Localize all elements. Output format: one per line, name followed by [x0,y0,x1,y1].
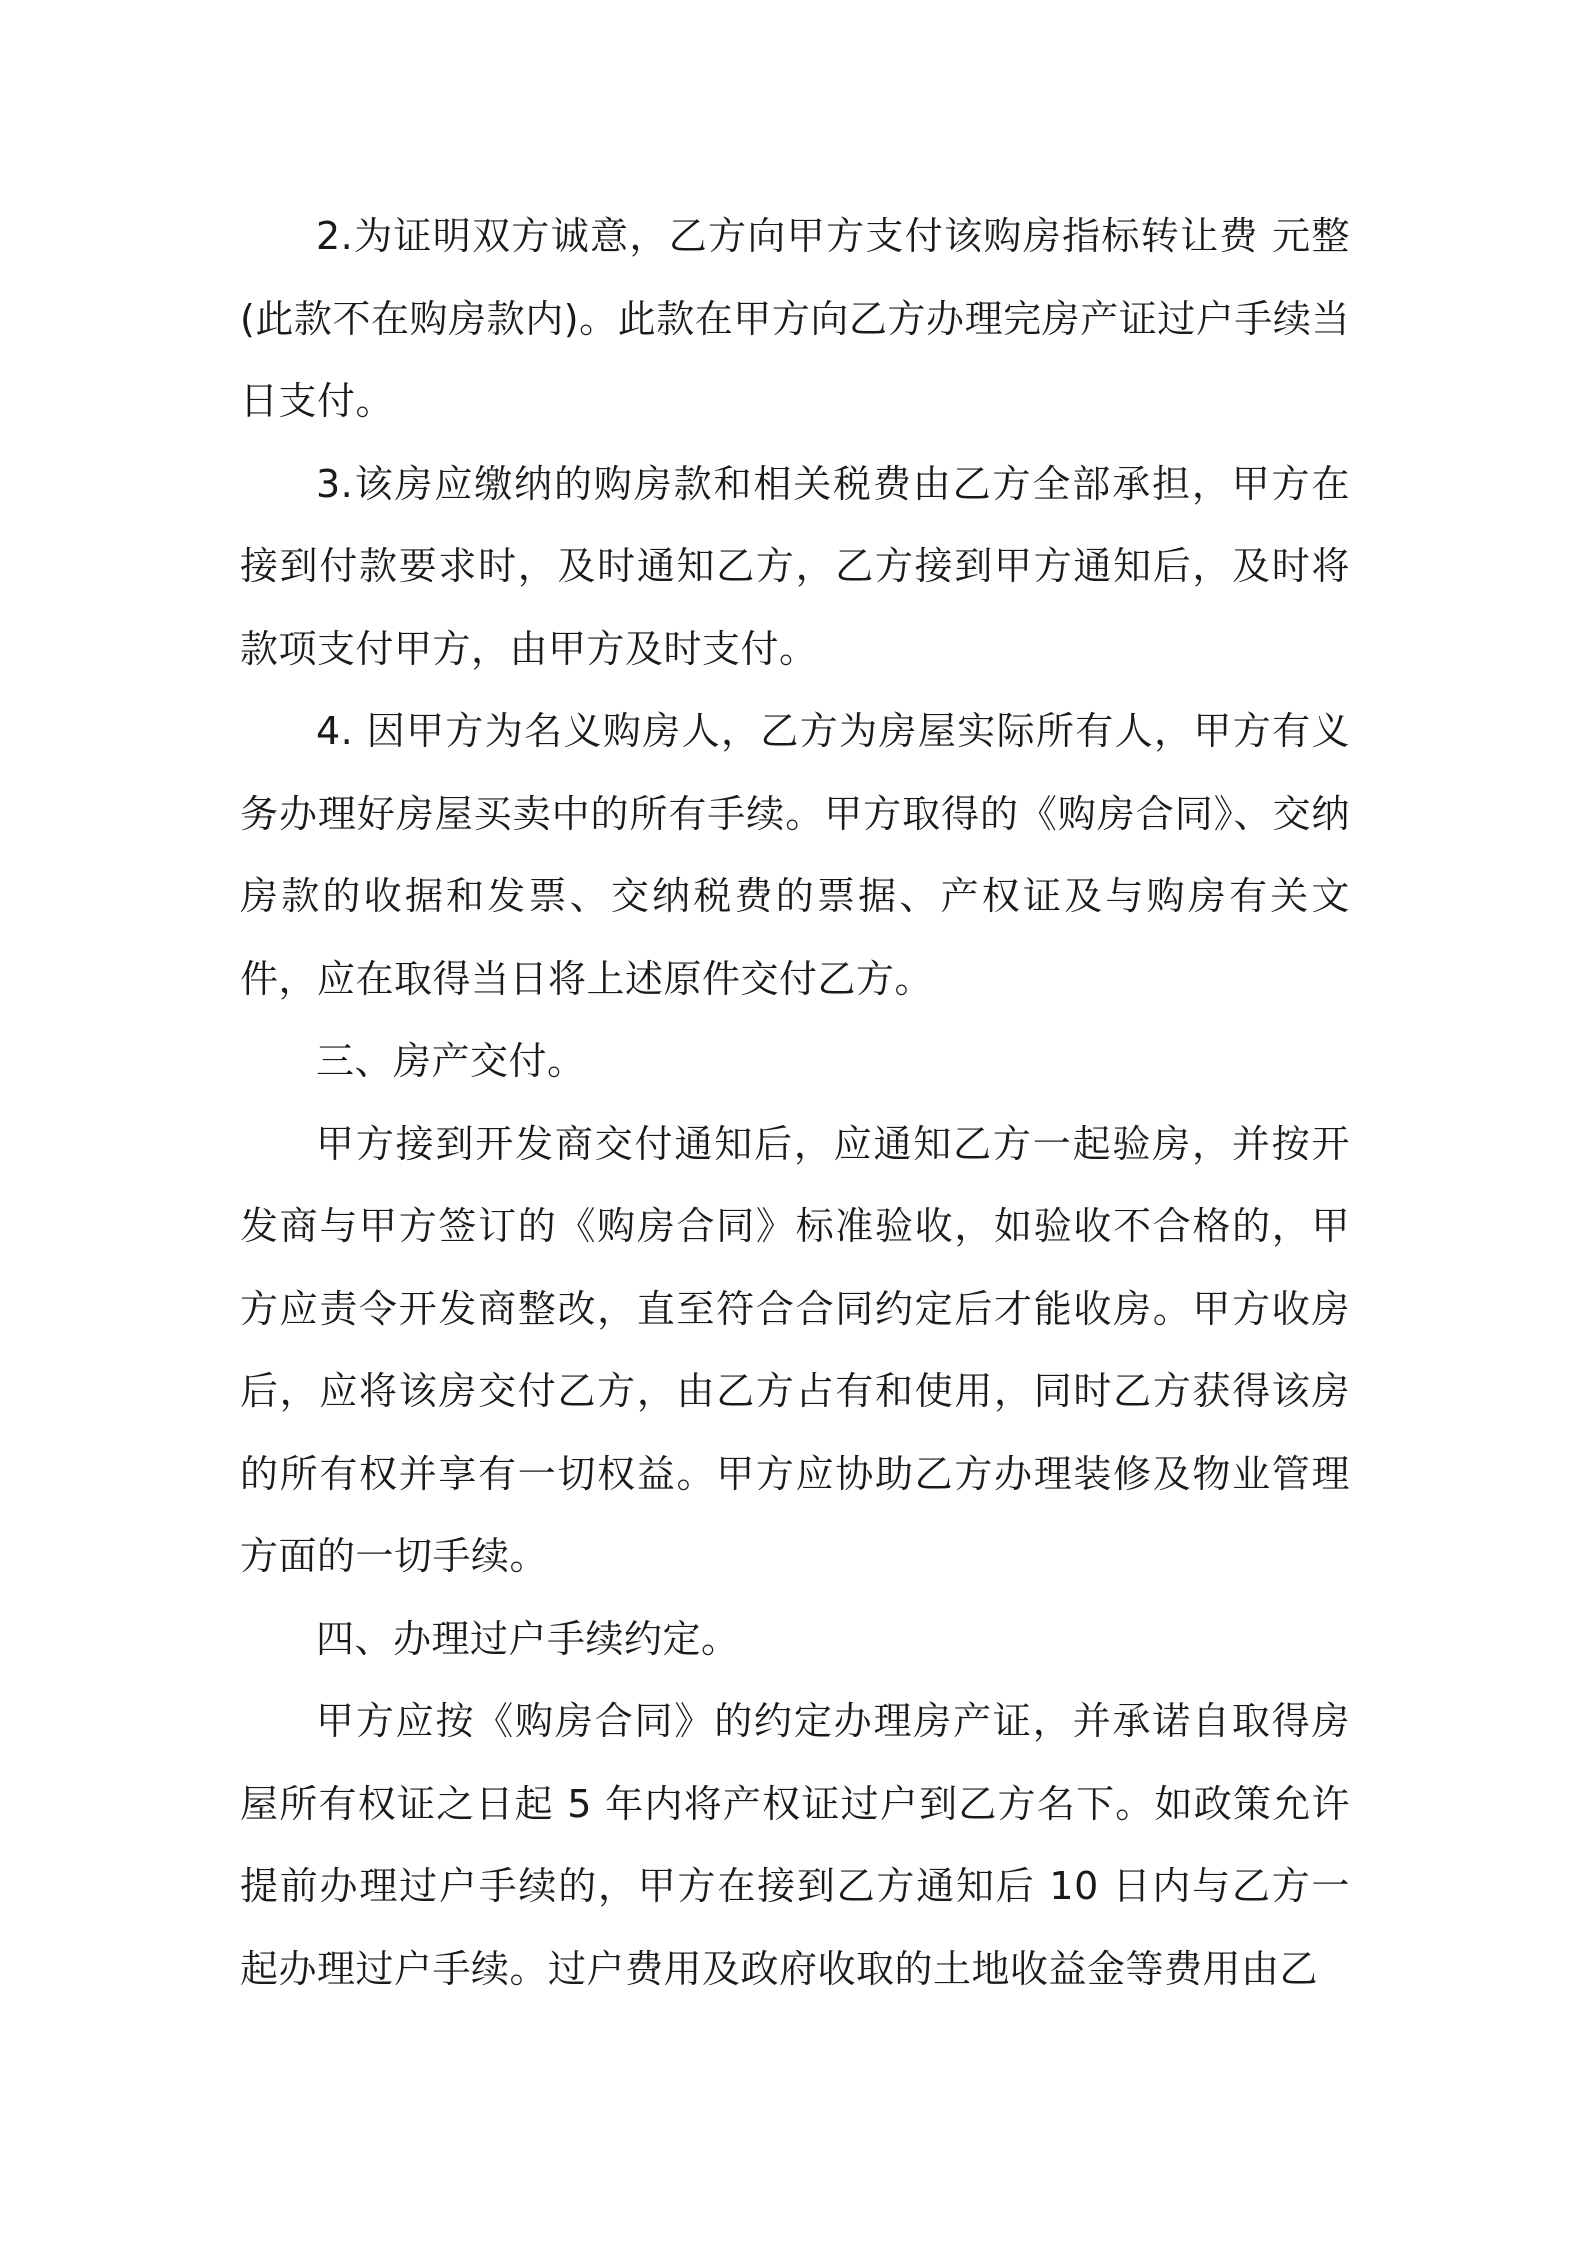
paragraph-property-delivery: 甲方接到开发商交付通知后，应通知乙方一起验房，并按开发商与甲方签订的《购房合同》标准验收，如验收不合格的，甲方应责令开发商整改，直至符合合同约定后才能收房。甲方收房后，应将该房交付乙方，由乙方占有和使用，同时乙方获得该房的所有权并享有一切权益。甲方应协助乙方办理装修及物业管理方面的一切手续。 [240,1121,1350,1578]
section-heading-transfer-procedures: 四、办理过户手续约定。 [316,1616,740,1661]
document-body [240,195,1350,2010]
section-heading-property-delivery: 三、房产交付。 [316,1039,586,1083]
paragraph-transfer-procedures: 甲方应按《购房合同》的约定办理房产证，并承诺自取得房屋所有权证之日起 5 年内将产权证过户到乙方名下。如政策允许提前办理过户手续的，甲方在接到乙方通知后 10 日内与乙方一起办理过户手续。过户费用及政府收取的土地收益金等费用由乙 [240,1699,1350,1991]
paragraph-nominal-buyer: 4. 因甲方为名义购房人，乙方为房屋实际所有人，甲方有义务办理好房屋买卖中的所有手续。甲方取得的《购房合同》、交纳房款的收据和发票、交纳税费的票据、产权证及与购房有关文件，应在取得当日将上述原件交付乙方。 [240,709,1350,1001]
paragraph-taxes-payment: 3.该房应缴纳的购房款和相关税费由乙方全部承担，甲方在接到付款要求时，及时通知乙方，乙方接到甲方通知后，及时将款项支付甲方，由甲方及时支付。 [240,461,1350,671]
paragraph-transfer-fee: 2.为证明双方诚意，乙方向甲方支付该购房指标转让费 元整(此款不在购房款内)。此款在甲方向乙方办理完房产证过户手续当日支付。 [240,214,1350,423]
